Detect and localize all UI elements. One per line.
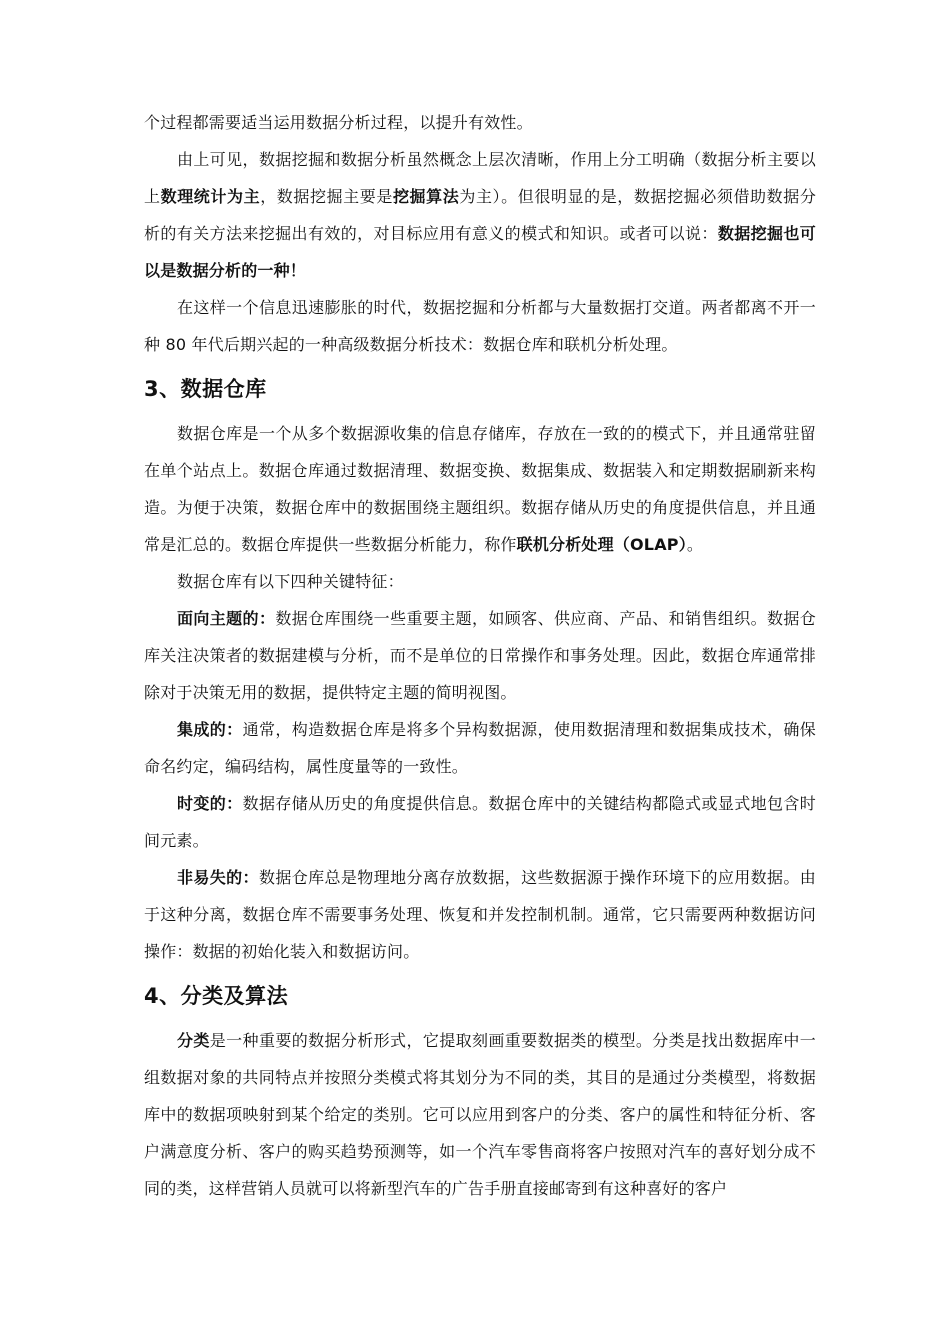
section-heading-classification: 4、分类及算法 — [144, 984, 289, 1008]
feature-term: 集成的： — [177, 720, 243, 739]
paragraph-text: 为主）。但很明显的是，数据挖掘必须借助数据分析的有关方法来挖掘出有效的，对目标应用有意义的模式和知识。或者可以说： — [144, 187, 817, 243]
paragraph-text: 是一种重要的数据分析形式，它提取刻画重要数据类的模型。分类是找出数据库中一组数据对象的共同特点并按照分类模式将其划分为不同的类，其目的是通过分类模型，将数据库中的数据项映射到某个给定的类别。它可以应用到客户的分类、客户的属性和特征分析、客户满意度分析、客户的购买趋势预测等，如一个汽车零售商将客户按照对汽车的喜好划分成不同的类，这样营销人员就可以将新型汽车的广告手册直接邮寄到有这种喜好的客户 — [144, 1031, 816, 1198]
paragraph-text: 数据仓库是一个从多个数据源收集的信息存储库，存放在一致的的模式下，并且通常驻留在单个站点上。数据仓库通过数据清理、数据变换、数据集成、数据装入和定期数据刷新来构造。为便于决策，数据仓库中的数据围绕主题组织。数据存储从历史的角度提供信息，并且通常是汇总的。数据仓库提供一些数据分析能力，称作 — [144, 424, 816, 554]
paragraph-summary — [144, 141, 816, 289]
paragraph-warehouse-definition — [144, 415, 816, 563]
paragraph-features-intro — [144, 563, 816, 600]
paragraph-text: 在这样一个信息迅速膨胀的时代，数据挖掘和分析都与大量数据打交道。两者都离不开一种 80 年代后期兴起的一种高级数据分析技术：数据仓库和联机分析处理。 — [144, 298, 816, 354]
bold-phrase: 数理统计为主 — [160, 187, 261, 206]
paragraph-classification — [144, 1022, 816, 1207]
bold-phrase: 分类 — [177, 1031, 210, 1050]
paragraph-text: 个过程都需要适当运用数据分析过程，以提升有效性。 — [144, 113, 533, 132]
feature-integrated — [144, 711, 816, 785]
bold-phrase: 挖掘算法 — [392, 187, 460, 206]
paragraph-text: ，数据挖掘主要是 — [260, 187, 393, 206]
paragraph-continuation — [144, 104, 816, 141]
section-heading-data-warehouse: 3、数据仓库 — [144, 377, 267, 401]
feature-term: 面向主题的： — [177, 609, 276, 628]
feature-text: 数据存储从历史的角度提供信息。数据仓库中的关键结构都隐式或显式地包含时间元素。 — [144, 794, 816, 850]
feature-text: 数据仓库围绕一些重要主题，如顾客、供应商、产品、和销售组织。数据仓库关注决策者的数据建模与分析，而不是单位的日常操作和事务处理。因此，数据仓库通常排除对于决策无用的数据，提供特定主题的简明视图。 — [144, 609, 816, 702]
feature-term: 非易失的： — [177, 868, 259, 887]
feature-term: 时变的： — [177, 794, 243, 813]
feature-subject-oriented — [144, 600, 816, 711]
feature-non-volatile — [144, 859, 816, 970]
paragraph-text: 。 — [686, 535, 704, 554]
bold-phrase: 数据挖掘也可以是数据分析的一种！ — [144, 224, 816, 280]
feature-time-variant — [144, 785, 816, 859]
feature-text: 数据仓库总是物理地分离存放数据，这些数据源于操作环境下的应用数据。由于这种分离，数据仓库不需要事务处理、恢复和并发控制机制。通常，它只需要两种数据访问操作：数据的初始化装入和数据访问。 — [144, 868, 816, 961]
paragraph-era — [144, 289, 816, 363]
paragraph-text: 由上可见，数据挖掘和数据分析虽然概念上层次清晰，作用上分工明确（数据分析主要以上 — [144, 150, 816, 206]
bold-phrase: 联机分析处理（OLAP） — [516, 535, 687, 554]
feature-text: 通常，构造数据仓库是将多个异构数据源，使用数据清理和数据集成技术，确保命名约定，编码结构，属性度量等的一致性。 — [144, 720, 816, 776]
paragraph-text: 数据仓库有以下四种关键特征： — [177, 572, 404, 591]
document-body — [144, 104, 816, 1207]
